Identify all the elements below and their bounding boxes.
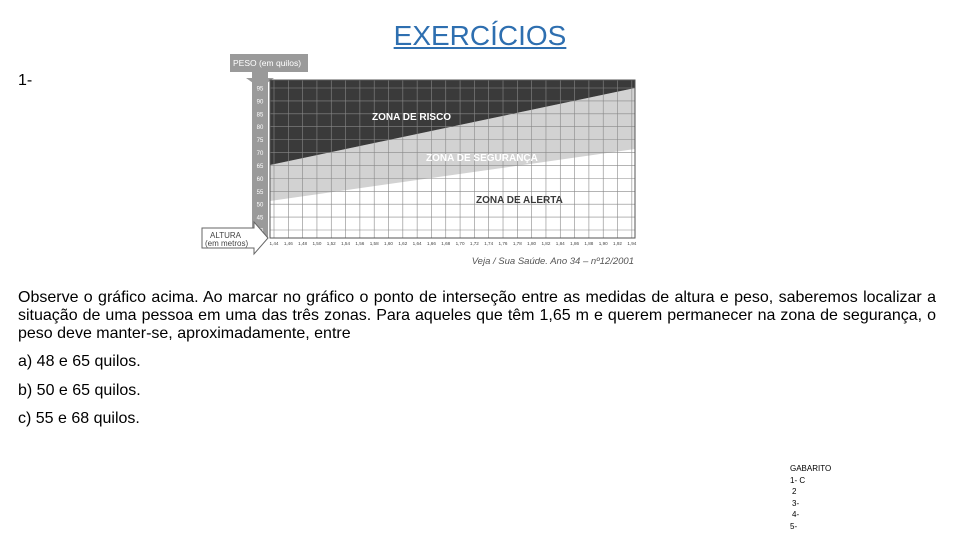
answer-key-title: GABARITO [790,464,832,473]
y-tick-label: 85 [256,112,264,119]
zone-alert-label: ZONA DE ALERTA [476,195,563,206]
y-tick-label: 65 [256,163,264,170]
y-axis-arrow [252,72,268,78]
x-tick-label: 1,46 [283,241,293,246]
y-tick-label: 55 [256,189,264,196]
chart-source: Veja / Sua Saúde. Ano 34 – nº12/2001 [471,256,634,267]
y-axis-label: PESO (em quilos) [233,58,302,68]
x-tick-label: 1,66 [426,241,436,246]
x-tick-label: 1,58 [369,241,379,246]
bmi-zone-chart [200,52,640,268]
x-axis-label-line2: (em metros) [205,239,249,248]
x-tick-label: 1,82 [541,241,551,246]
x-tick-label: 1,72 [469,241,479,246]
y-tick-label: 50 [256,202,264,209]
answer-key-line: 1- C [790,475,806,485]
y-tick-label: 45 [256,215,264,222]
x-tick-label: 1,76 [498,241,508,246]
x-tick-label: 1,70 [455,241,465,246]
y-tick-label: 80 [256,125,264,132]
y-tick-label: 90 [256,99,264,106]
page-title: EXERCÍCIOS [393,20,567,51]
option-c: c) 55 e 68 quilos. [18,410,140,427]
y-tick-label: 95 [256,86,264,93]
x-tick-label: 1,84 [555,241,565,246]
x-tick-label: 1,86 [570,241,580,246]
x-tick-label: 1,56 [355,241,365,246]
zone-safety-label: ZONA DE SEGURANÇA [426,153,538,164]
x-tick-label: 1,90 [598,241,608,246]
y-tick-label: 75 [256,138,264,145]
option-a: a) 48 e 65 quilos. [18,353,141,370]
x-tick-label: 1,68 [441,241,451,246]
x-tick-label: 1,62 [398,241,408,246]
zone-risk-label: ZONA DE RISCO [372,112,452,123]
answer-key [790,463,831,532]
answer-key-line: 3- [792,498,800,508]
x-tick-label: 1,48 [298,241,308,246]
x-axis-label-line1: ALTURA [210,231,241,240]
x-tick-label: 1,74 [484,241,494,246]
x-tick-label: 1,64 [412,241,422,246]
x-tick-label: 1,50 [312,241,322,246]
x-tick-label: 1,54 [341,241,351,246]
x-tick-label: 1,80 [527,241,537,246]
x-tick-label: 1,92 [613,241,623,246]
y-tick-label: 60 [256,176,264,183]
x-tick-label: 1,60 [384,241,393,246]
x-tick-label: 1,52 [326,241,336,246]
answer-key-line: 5- [790,521,798,531]
question-number: 1- [18,72,33,89]
y-tick-label: 70 [256,151,264,158]
question-paragraph: Observe o gráfico acima. Ao marcar no gráfico o ponto de interseção entre as medidas de altura e peso, saberemos localizar a situação de uma pessoa em uma das três zonas. Para aqueles que têm 1,65 m e querem permanecer na zona de segurança, o peso deve manter-se, aproximadamente, entre [18,289,936,342]
x-tick-label: 1,78 [512,241,522,246]
answer-key-line: 2 [792,487,797,496]
answer-key-line: 4- [792,510,800,519]
x-tick-label: 1,44 [269,241,279,246]
option-b: b) 50 e 65 quilos. [18,382,141,399]
x-tick-label: 1,88 [584,241,594,246]
x-tick-label: 1,94 [627,241,637,246]
